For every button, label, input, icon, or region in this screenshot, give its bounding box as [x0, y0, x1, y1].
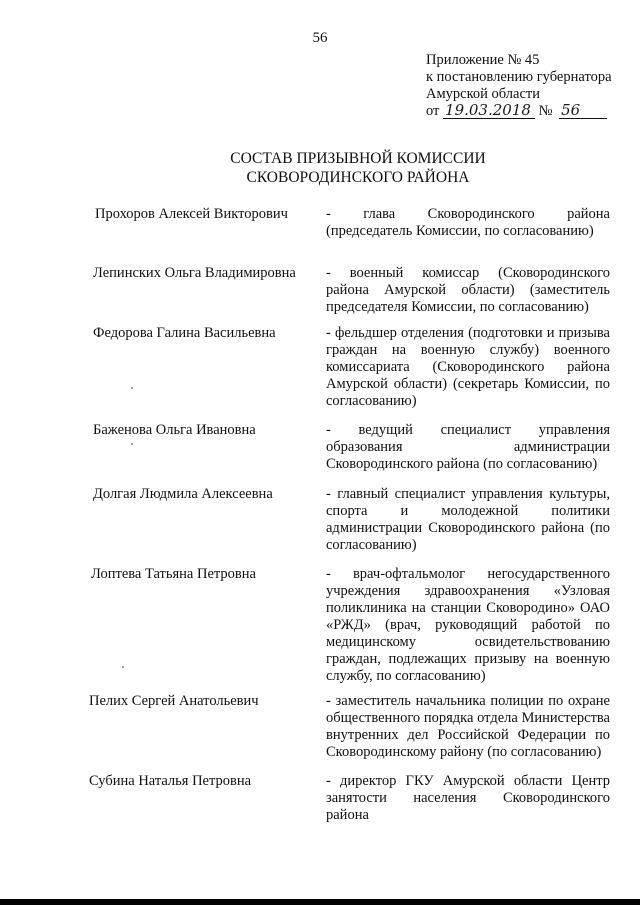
title-line-2: СКОВОРОДИНСКОГО РАЙОНА: [246, 169, 470, 186]
member-role: - военный комиссар (Сковородинского района Амурской области) (заместитель председателя Комиссии, по согласованию): [326, 265, 610, 315]
scan-bottom-edge: [0, 899, 640, 905]
appendix-line-1: Приложение № 45: [426, 52, 540, 68]
scan-speck: [131, 443, 133, 445]
document-title: [0, 149, 640, 187]
member-name: Пелих Сергей Анатольевич: [89, 693, 259, 709]
appendix-line-3: Амурской области: [426, 86, 540, 102]
member-role: - врач-офтальмолог негосударственного учреждения здравоохранения «Узловая поликлиника на станции Сковородино» ОАО «РЖД» (врач, руководящий работой по медицинскому освидетельствованию граждан, подлежащих призыву на военную службу, по согласованию): [326, 566, 610, 684]
member-role: - заместитель начальника полиции по охране общественного порядка отдела Министерства внутренних дел Российской Федерации по Сковородинскому району (по согласованию): [326, 693, 610, 760]
member-role: - глава Сковородинского района (председатель Комиссии, по согласованию): [326, 206, 610, 239]
member-name: Долгая Людмила Алексеевна: [93, 486, 273, 502]
appendix-line-2: к постановлению губернатора: [426, 69, 612, 85]
appendix-date-line: [426, 103, 612, 120]
number-label: №: [538, 103, 553, 119]
member-role: - фельдшер отделения (подготовки и призыва граждан на военную службу) военного комиссариата (Сковородинского района Амурской области) (секретарь Комиссии, по согласованию): [326, 325, 610, 409]
handwritten-date: 19.03.2018: [443, 103, 535, 119]
member-role: - директор ГКУ Амурской области Центр занятости населения Сковородинского района: [326, 773, 610, 823]
handwritten-number: 56: [559, 103, 607, 119]
member-name: Субина Наталья Петровна: [89, 773, 252, 789]
member-name: Лоптева Татьяна Петровна: [91, 566, 256, 582]
scan-speck: [131, 387, 133, 389]
member-name: Лепинских Ольга Владимировна: [93, 265, 296, 281]
date-prefix: от: [426, 103, 440, 119]
member-name: Федорова Галина Васильевна: [93, 325, 276, 341]
member-name: Баженова Ольга Ивановна: [93, 422, 256, 438]
member-name: Прохоров Алексей Викторович: [95, 206, 288, 222]
member-role: - ведущий специалист управления образования администрации Сковородинского района (по согласованию): [326, 422, 610, 472]
page-number: 56: [312, 30, 328, 46]
scan-speck: [122, 666, 124, 668]
title-line-1: СОСТАВ ПРИЗЫВНОЙ КОМИССИИ: [230, 150, 486, 167]
member-role: - главный специалист управления культуры, спорта и молодежной политики администрации Сковородинского района (по согласованию): [326, 486, 610, 553]
appendix-block: [426, 52, 612, 120]
